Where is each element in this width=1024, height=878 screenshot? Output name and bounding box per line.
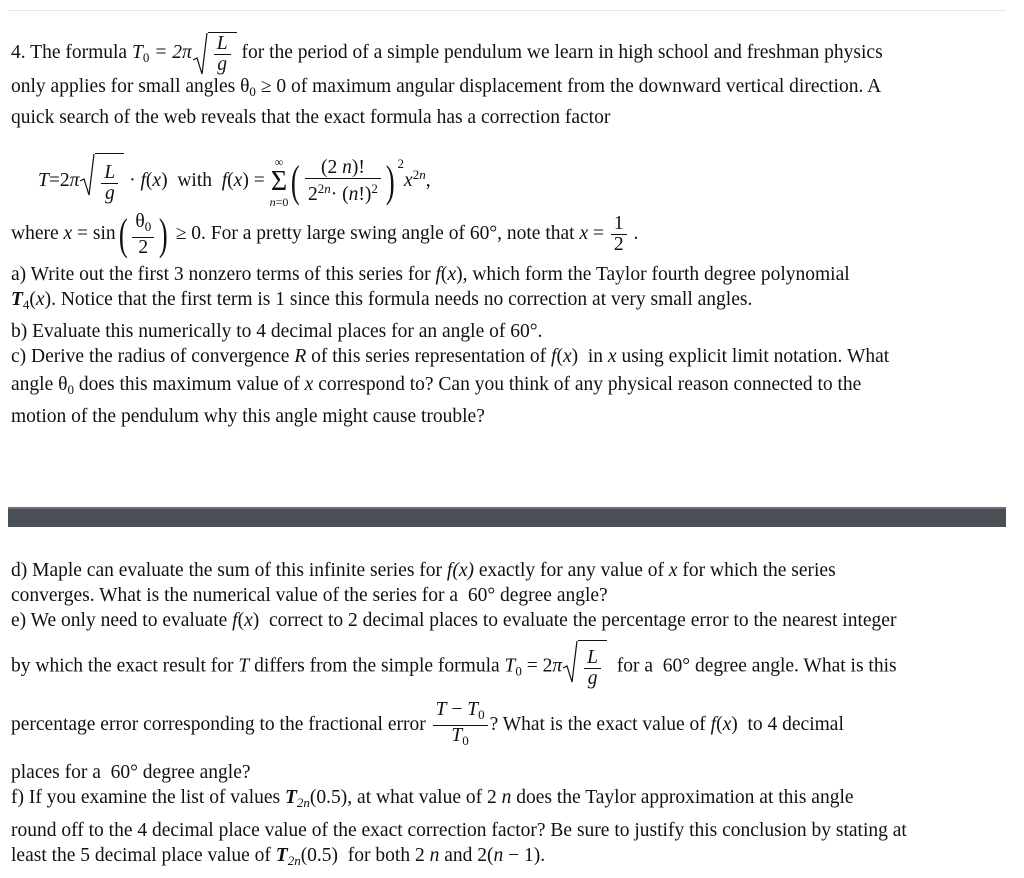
where-line: where x = sin( $\frac{\theta_0}{2}$ ) ≥ 0. For a pretty large swing angle of 60°, note that x = $\frac{1}{2}$ . bbox=[11, 209, 639, 259]
part-e-line-4: places for a 60° degree angle? bbox=[11, 762, 251, 783]
part-e-line-2: by which the exact result for T differs from the simple formula $T_0 = 2\pi$ $\frac{L}{g}$ for a 60° degree angle. What is this bbox=[11, 640, 897, 697]
part-f-line-2: round off to the 4 decimal place value of the exact correction factor? Be sure to justify this conclusion by stating at bbox=[11, 820, 907, 841]
top-rule bbox=[8, 10, 1006, 11]
sqrt-L-over-g: $\frac{L}{g}$ bbox=[192, 32, 237, 75]
intro-text-a: The formula bbox=[30, 41, 128, 63]
part-e-line-1: e) We only need to evaluate f(x) correct to 2 decimal places to evaluate the percentage error to the nearest integer bbox=[11, 610, 897, 631]
part-f-line-3: least the 5 decimal place value of $T_{2n}(0.5)$ for both 2 n and 2(n − 1). bbox=[11, 845, 546, 868]
part-a-line-1: a) Write out the first 3 nonzero terms of this series for f(x), which form the Taylor fourth degree polynomial bbox=[11, 264, 850, 285]
part-a-line-2: $T_4(x)$. Notice that the first term is 1 since this formula needs no correction at very small angles. bbox=[11, 289, 753, 312]
problem-line-3: quick search of the web reveals that the exact formula has a correction factor bbox=[11, 107, 611, 128]
problem-number: 4. bbox=[11, 41, 26, 63]
part-b: b) Evaluate this numerically to 4 decimal places for an angle of 60°. bbox=[11, 321, 543, 342]
intro-text-b: for the period of a simple pendulum we learn in high school and freshman physics bbox=[241, 41, 883, 63]
part-e-line-3: percentage error corresponding to the fractional error $\frac{T - T_0}{T_0}$ ? What is the exact value of f(x) to 4 decimal bbox=[11, 699, 844, 749]
part-c-line-3: motion of the pendulum why this angle might cause trouble? bbox=[11, 406, 485, 427]
part-c-line-1: c) Derive the radius of convergence R of this series representation of f(x) in x using explicit limit notation. What bbox=[11, 346, 890, 367]
problem-line-1 bbox=[11, 32, 883, 75]
problem-line-2: only applies for small angles $\theta_0 \ge 0$ of maximum angular displacement from the downward vertical direction. A bbox=[11, 76, 882, 99]
part-c-line-2: angle $\theta_0$ does this maximum value of x correspond to? Can you think of any physical reason connected to the bbox=[11, 374, 862, 397]
part-f-line-1: f) If you examine the list of values $T_{2n}(0.5)$, at what value of 2 n does the Taylor approximation at this angle bbox=[11, 787, 854, 810]
section-divider bbox=[8, 507, 1006, 527]
part-d-line-2: converges. What is the numerical value of the series for a 60° degree angle? bbox=[11, 585, 608, 606]
correction-formula: T=2π $\frac{L}{g}$ · f(x) with f(x) = ∞ Σ n=0 ( $\frac{(2 n)!}{2^{2n}\cdot (n!)^2}$ ) $^2x^{2n}$, bbox=[38, 154, 431, 209]
formula-T0: $T_0 = 2\pi$ bbox=[131, 41, 192, 65]
part-d-line-1: d) Maple can evaluate the sum of this infinite series for f(x) exactly for any value of x for which the series bbox=[11, 560, 836, 581]
